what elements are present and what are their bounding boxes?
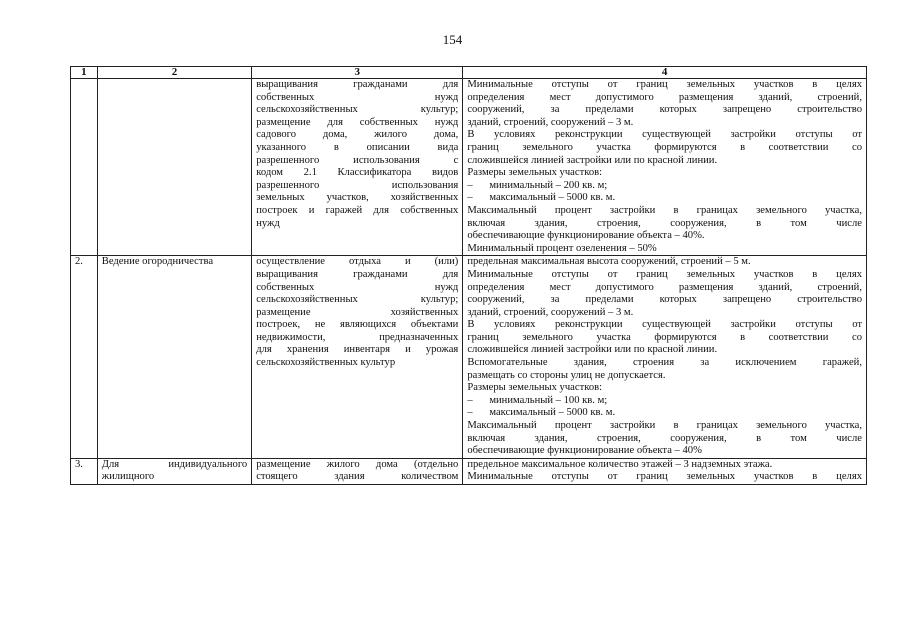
- description-line: нужд: [256, 217, 280, 229]
- header-col-1: 1: [71, 67, 98, 79]
- description-line: садового дома, жилого дома,: [256, 129, 459, 141]
- parameters-line: Минимальные отступы от границ земельных участков в целях: [467, 79, 862, 90]
- table-row: [71, 256, 867, 459]
- use-type-description: [252, 256, 463, 459]
- header-col-3: 3: [252, 67, 463, 79]
- building-parameters: [463, 79, 867, 256]
- parameters-line: предельная максимальная высота сооружений, строений – 5 м.: [467, 256, 751, 268]
- bullet-dash: –: [467, 407, 473, 419]
- parameters-line: Минимальный процент озеленения – 50%: [467, 242, 657, 254]
- description-line: осуществление отдыха и (или): [256, 256, 459, 268]
- description-line: кодом 2.1 Классификатора видов: [256, 167, 459, 179]
- parameters-line: Размеры земельных участков:: [467, 382, 603, 394]
- description-line: выращивания гражданами для: [256, 79, 459, 90]
- use-type-description: [252, 458, 463, 484]
- parameters-line: определения мест допустимого размещения зданий, строений,: [467, 281, 862, 293]
- description-line: размещение жилого дома (отдельно: [256, 458, 459, 470]
- parameters-line: включая здания, строения, сооружения, в том числе: [467, 217, 862, 229]
- parameters-line: зданий, строений, сооружений – 3 м.: [467, 306, 634, 318]
- parameters-line: Максимальный процент застройки в границах земельного участка,: [467, 204, 862, 216]
- row-number: 2.: [71, 256, 98, 459]
- parameters-line: Максимальный процент застройки в границах земельного участка,: [467, 420, 862, 432]
- parameters-line: Минимальные отступы от границ земельных участков в целях: [467, 471, 862, 483]
- description-line: сельскохозяйственных культур;: [256, 294, 459, 306]
- use-type-name: [97, 458, 251, 484]
- parameters-line: сооружений, за пределами которых запрещено строительство: [467, 104, 862, 116]
- description-line: земельных участков, хозяйственных: [256, 192, 459, 204]
- description-line: разрешенного использования: [256, 179, 459, 191]
- land-use-table: [70, 66, 867, 485]
- description-line: собственных нужд: [256, 91, 459, 103]
- parameters-line: Вспомогательные здания, строения за исключением гаражей,: [467, 357, 862, 369]
- list-item-text: максимальный – 5000 кв. м.: [489, 192, 616, 204]
- list-item: [467, 180, 862, 193]
- parameters-line: предельное максимальное количество этажей – 3 надземных этажа.: [467, 458, 773, 470]
- header-col-4: 4: [463, 67, 867, 79]
- header-col-2: 2: [97, 67, 251, 79]
- description-line: размещение для собственных нужд: [256, 116, 459, 128]
- table-row: [71, 79, 867, 256]
- row-number: [71, 79, 98, 256]
- description-line: сельскохозяйственных культур: [256, 357, 396, 369]
- use-type-name-line: жилищного: [101, 471, 155, 483]
- description-line: собственных нужд: [256, 281, 459, 293]
- description-line: размещение хозяйственных: [256, 306, 459, 318]
- parameters-line: обеспечивающие функционирование объекта – 40%.: [467, 230, 705, 242]
- parameters-line: определения мест допустимого размещения зданий, строений,: [467, 91, 862, 103]
- building-parameters: [463, 256, 867, 459]
- description-line: выращивания гражданами для: [256, 268, 459, 280]
- list-item: [467, 192, 862, 205]
- bullet-dash: –: [467, 192, 473, 204]
- description-line: построек, не являющихся объектами: [256, 319, 459, 331]
- use-type-name: [97, 256, 251, 459]
- table-row: [71, 458, 867, 484]
- parameters-line: сооружений, за пределами которых запрещено строительство: [467, 294, 862, 306]
- description-line: построек и гаражей для собственных: [256, 204, 459, 216]
- use-type-name-line: Для индивидуального: [101, 458, 248, 470]
- use-type-name: [97, 79, 251, 256]
- parameters-line: размещать со стороны улиц не допускается.: [467, 369, 666, 381]
- description-line: указанного в описании вида: [256, 141, 459, 153]
- list-item-text: минимальный – 100 кв. м;: [489, 394, 608, 406]
- bullet-dash: –: [467, 179, 473, 191]
- list-item-text: максимальный – 5000 кв. м.: [489, 407, 616, 419]
- parameters-line: Размеры земельных участков:: [467, 167, 603, 179]
- page-number: 154: [442, 32, 463, 47]
- parameters-line: включая здания, строения, сооружения, в том числе: [467, 432, 862, 444]
- parameters-line: сложившейся линией застройки или по красной линии.: [467, 154, 718, 166]
- list-item: [467, 407, 862, 420]
- description-line: стоящего здания количеством: [256, 471, 459, 483]
- description-line: разрешенного использования с: [256, 154, 459, 166]
- description-line: сельскохозяйственных культур;: [256, 104, 459, 116]
- parameters-line: обеспечивающие функционирование объекта – 40%: [467, 445, 702, 457]
- bullet-dash: –: [467, 394, 473, 406]
- use-type-name-line: Ведение огородничества: [101, 256, 214, 268]
- parameters-line: сложившейся линией застройки или по красной линии.: [467, 344, 718, 356]
- building-parameters: [463, 458, 867, 484]
- list-item: [467, 395, 862, 408]
- parameters-line: В условиях реконструкции существующей застройки отступы от: [467, 319, 862, 331]
- description-line: недвижимости, предназначенных: [256, 331, 459, 343]
- description-line: для хранения инвентаря и урожая: [256, 344, 459, 356]
- parameters-line: зданий, строений, сооружений – 3 м.: [467, 116, 634, 128]
- list-item-text: минимальный – 200 кв. м;: [489, 179, 608, 191]
- use-type-description: [252, 79, 463, 256]
- row-number: 3.: [71, 458, 98, 484]
- parameters-line: В условиях реконструкции существующей застройки отступы от: [467, 129, 862, 141]
- table-header-row: [71, 67, 867, 79]
- parameters-line: Минимальные отступы от границ земельных участков в целях: [467, 268, 862, 280]
- parameters-line: границ земельного участка формируются в соответствии со: [467, 141, 862, 153]
- parameters-line: границ земельного участка формируются в соответствии со: [467, 331, 862, 343]
